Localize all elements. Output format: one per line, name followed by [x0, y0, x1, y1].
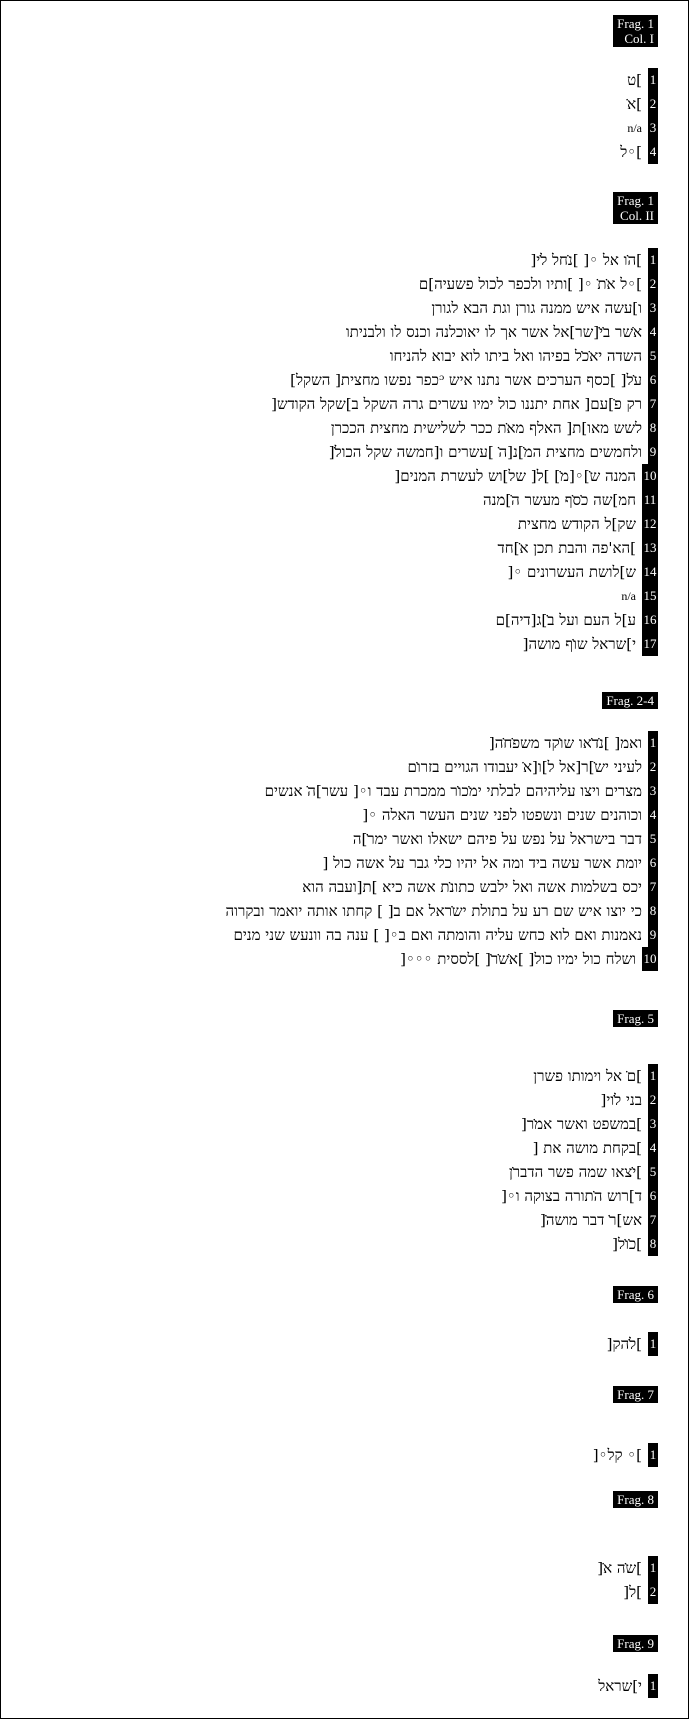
fragment-label — [613, 15, 658, 47]
transcription-line — [226, 731, 658, 755]
line-text: וכוהנים שנים ונשפטו לפני שנים העשר האלה ◦[ — [362, 805, 642, 824]
transcription-line — [226, 803, 658, 827]
line-text: המנה ש̇]◦[מ̇] ]ל[ של]וש לעשרת המנים[ — [394, 466, 636, 485]
line-text: ואמ[ ]נ̇ד̇או שו̇קד משפ̇ח̇ה[ — [488, 733, 642, 752]
line-text: חמ]שה כ̇ס̇ף מעשר ה̇]מנה — [482, 490, 636, 509]
fragment-lines — [598, 1674, 658, 1698]
transcription-line — [501, 1112, 658, 1136]
transcription-line — [271, 608, 658, 632]
transcription-line — [271, 344, 658, 368]
line-text: י]שראל שו̇ף מושה[ — [522, 634, 636, 653]
transcription-line — [271, 296, 658, 320]
line-number: 1 — [648, 1332, 658, 1356]
transcription-line — [620, 68, 658, 92]
fragment-label — [613, 1386, 658, 1403]
fragment-lines — [226, 731, 658, 971]
fragment-lines — [501, 1064, 658, 1256]
line-number: 9 — [648, 923, 658, 947]
line-number: 1 — [648, 1064, 658, 1088]
line-number: 3 — [648, 1112, 658, 1136]
line-text: ]◦ל — [620, 142, 642, 161]
line-text: ]◦ קל◦[ — [592, 1445, 642, 1464]
line-number: 5 — [648, 344, 658, 368]
line-text: ע]ל העם ועל ב̇]ג[דיה]ם — [495, 610, 636, 629]
line-text: ושלח כול ימיו כול[ ]א̇ש̇ר̇[ ]לססית ◦◦◦[ — [400, 949, 636, 968]
line-text: מצרים ויצו עליהיהם לבלתי ימ̇כו̇ר ממכרת עבד ו◦[ עשר]ה̇ אנשים — [264, 781, 642, 800]
column-title: Col. II — [620, 208, 654, 223]
transcription-line — [226, 899, 658, 923]
line-number: 1 — [648, 1674, 658, 1698]
line-number: 6 — [648, 1184, 658, 1208]
line-text: ]א̇ — [627, 94, 642, 113]
transcription-line — [271, 320, 658, 344]
fragment-title: Frag. 6 — [617, 1287, 654, 1302]
line-text: בני ל̇וי[ — [600, 1090, 642, 1109]
line-number: 5 — [648, 1160, 658, 1184]
transcription-line — [271, 392, 658, 416]
line-text: ]כ̇ו̇ל[ — [612, 1234, 642, 1253]
transcription-line — [620, 92, 658, 116]
line-number: 2 — [648, 1580, 658, 1604]
line-number: 1 — [648, 1556, 658, 1580]
line-text: שק]ל הקודש מחצית — [517, 514, 636, 533]
line-number: 16 — [642, 608, 658, 632]
line-number: 8 — [648, 1232, 658, 1256]
transcription-line — [501, 1064, 658, 1088]
line-text: לשש מאו]ת[ האלף מא̇ת ככר לשלישית מחצית הככרן — [330, 418, 642, 437]
line-text: ע̇ל[ ]כסף הערכים אשר נתנו איש ᵓכפר נפשו מחצית[ השקל] — [290, 370, 642, 389]
line-number: 2 — [648, 272, 658, 296]
line-text: השדה יא̇כ̇ל בפיהו ואל ביתו לוא יבוא להניחו — [389, 346, 642, 365]
line-number: 10 — [642, 947, 658, 971]
line-text: ש]לושת העשרונים ◦[ — [507, 562, 636, 581]
line-text: ]י̇צאו שמה פשר הדבר̇ן — [508, 1162, 642, 1181]
line-number: 4 — [648, 320, 658, 344]
transcription-line — [607, 1332, 658, 1356]
fragment-label — [613, 192, 658, 224]
fragment-title: Frag. 5 — [617, 1011, 654, 1026]
transcription-line — [271, 512, 658, 536]
line-text: נאמנות ואם לוא כחש עליה והומתה ואם ב◦[ ] ענה בה וונעש שני מנים — [233, 925, 642, 944]
transcription-line — [597, 1556, 658, 1580]
line-text: אש]ר̇ דבר מושה̇[ — [539, 1210, 642, 1229]
line-text: ]◦ל א̇ת̇ ◦[ ]ותיו ולכפר לכול פשעיה]ם — [418, 274, 642, 293]
line-number: 1 — [648, 248, 658, 272]
transcription-line — [271, 584, 658, 608]
line-number: 8 — [648, 416, 658, 440]
line-number: 3 — [648, 296, 658, 320]
transcription-line — [501, 1136, 658, 1160]
fragment-label — [613, 1286, 658, 1303]
fragment-title: Frag. 1 — [617, 193, 654, 208]
line-number: 4 — [648, 1136, 658, 1160]
line-text: ]בקחת מושה את [ — [532, 1138, 642, 1157]
transcription-line — [226, 947, 658, 971]
line-text: ]במשפט ואשר אמ̇ר[ — [521, 1114, 642, 1133]
fragment-lines — [620, 68, 658, 164]
transcription-line — [620, 140, 658, 164]
line-number: 3 — [648, 779, 658, 803]
fragment-lines — [271, 248, 658, 656]
line-number: 7 — [648, 1208, 658, 1232]
transcription-line — [501, 1232, 658, 1256]
transcription-line — [597, 1580, 658, 1604]
line-not-available: n/a — [621, 588, 636, 603]
line-text: כי יוצו איש שם רע על בתולת יש̇ראל אם ב[ ] קחתו אותה יואמר ובקרוה — [225, 901, 642, 920]
line-text: ]ל̇הק[ — [606, 1334, 642, 1353]
line-text: ד]רוש ה̇תורה בצוקה ו◦[ — [501, 1186, 642, 1205]
line-text: יומת אשר עשה ביד ומה אל יהיו כלי גבר על אשה כול [ — [322, 853, 642, 872]
line-number: 6 — [648, 851, 658, 875]
line-number: 1 — [648, 731, 658, 755]
transcription-line — [271, 464, 658, 488]
line-number: 2 — [648, 1088, 658, 1112]
line-number: 6 — [648, 368, 658, 392]
line-text: דבר בישראל על נפש על פיהם ישאלו ואשר ימר̇]ה — [352, 829, 642, 848]
transcription-line — [593, 1443, 658, 1467]
line-text: יכס בשלמות אשה ואל ילבש כתונ̇ת אשה כיא ]ת[ועבה הוא — [302, 877, 642, 896]
line-text: ו]עשה איש ממנה גורן וגת הבא לגורן — [431, 298, 642, 317]
line-text: י]שראל — [598, 1676, 642, 1695]
line-number: 15 — [642, 584, 658, 608]
line-number: 2 — [648, 92, 658, 116]
transcription-line — [226, 851, 658, 875]
line-number: 9 — [648, 440, 658, 464]
transcription-line — [271, 368, 658, 392]
line-not-available: n/a — [627, 120, 642, 135]
line-number: 3 — [648, 116, 658, 140]
transcription-line — [620, 116, 658, 140]
transcription-line — [226, 827, 658, 851]
line-text: א̇שר ב̇י̇[שר]אל אשר אך לו יאוכלנה וכנס לו ולבניתו — [345, 322, 642, 341]
transcription-line — [501, 1184, 658, 1208]
line-number: 2 — [648, 755, 658, 779]
transcription-line — [271, 560, 658, 584]
line-text: ולחמשים מחצית המ̇]נ[ה̇ ]עשרים ו[חמשה שקל הכול̇[ — [328, 442, 642, 461]
transcription-line — [271, 536, 658, 560]
fragment-lines — [593, 1443, 658, 1467]
transcription-line — [271, 416, 658, 440]
line-number: 14 — [642, 560, 658, 584]
line-number: 4 — [648, 803, 658, 827]
fragment-lines — [607, 1332, 658, 1356]
transcription-line — [226, 755, 658, 779]
transcription-line — [271, 632, 658, 656]
line-number: 7 — [648, 392, 658, 416]
fragment-label — [613, 1010, 658, 1027]
line-number: 1 — [648, 68, 658, 92]
transcription-line — [501, 1160, 658, 1184]
line-number: 10 — [642, 464, 658, 488]
transcription-line — [271, 488, 658, 512]
fragment-title: Frag. 8 — [617, 1492, 654, 1507]
line-text: ]ש̇ה א̇[ — [597, 1558, 642, 1577]
transcription-line — [271, 440, 658, 464]
line-number: 7 — [648, 875, 658, 899]
line-text: ]ט — [627, 70, 642, 89]
transcription-line — [501, 1208, 658, 1232]
line-text: לעיני יש̇]ר[אל ל]ו[א̇ יעבודו הגויים בזרו̇ם — [407, 757, 642, 776]
line-number: 12 — [642, 512, 658, 536]
line-number: 13 — [642, 536, 658, 560]
line-number: 17 — [642, 632, 658, 656]
transcription-line — [226, 875, 658, 899]
fragment-title: Frag. 7 — [617, 1387, 654, 1402]
line-text: ]ה̇ו אל ◦[ ]נ̇חל ל̇י[ — [530, 250, 642, 269]
transcription-line — [598, 1674, 658, 1698]
fragment-title: Frag. 9 — [617, 1636, 654, 1651]
fragment-title: Frag. 1 — [617, 16, 654, 31]
line-number: 5 — [648, 827, 658, 851]
transcription-line — [226, 779, 658, 803]
transcription-line — [501, 1088, 658, 1112]
fragment-label — [602, 692, 658, 709]
fragment-lines — [597, 1556, 658, 1604]
line-number: 4 — [648, 140, 658, 164]
line-text: ]ל[ — [623, 1582, 642, 1601]
line-text: ]ם̇ אל וימותו פשרן — [533, 1066, 642, 1085]
transcription-line — [226, 923, 658, 947]
line-number: 11 — [642, 488, 658, 512]
line-number: 1 — [648, 1443, 658, 1467]
line-number: 8 — [648, 899, 658, 923]
fragment-label — [613, 1491, 658, 1508]
line-text: רק פ̇]עם[ אחת יתננו כול ימיו עשרים גרה השקל ב]שקל הקודש[ — [271, 394, 642, 413]
column-title: Col. I — [624, 31, 654, 46]
transcription-line — [271, 272, 658, 296]
line-text: ]הא'פה והבת תכן א̇]חד — [497, 538, 636, 557]
fragment-label — [613, 1635, 658, 1652]
transcription-line — [271, 248, 658, 272]
fragment-title: Frag. 2-4 — [606, 693, 654, 708]
